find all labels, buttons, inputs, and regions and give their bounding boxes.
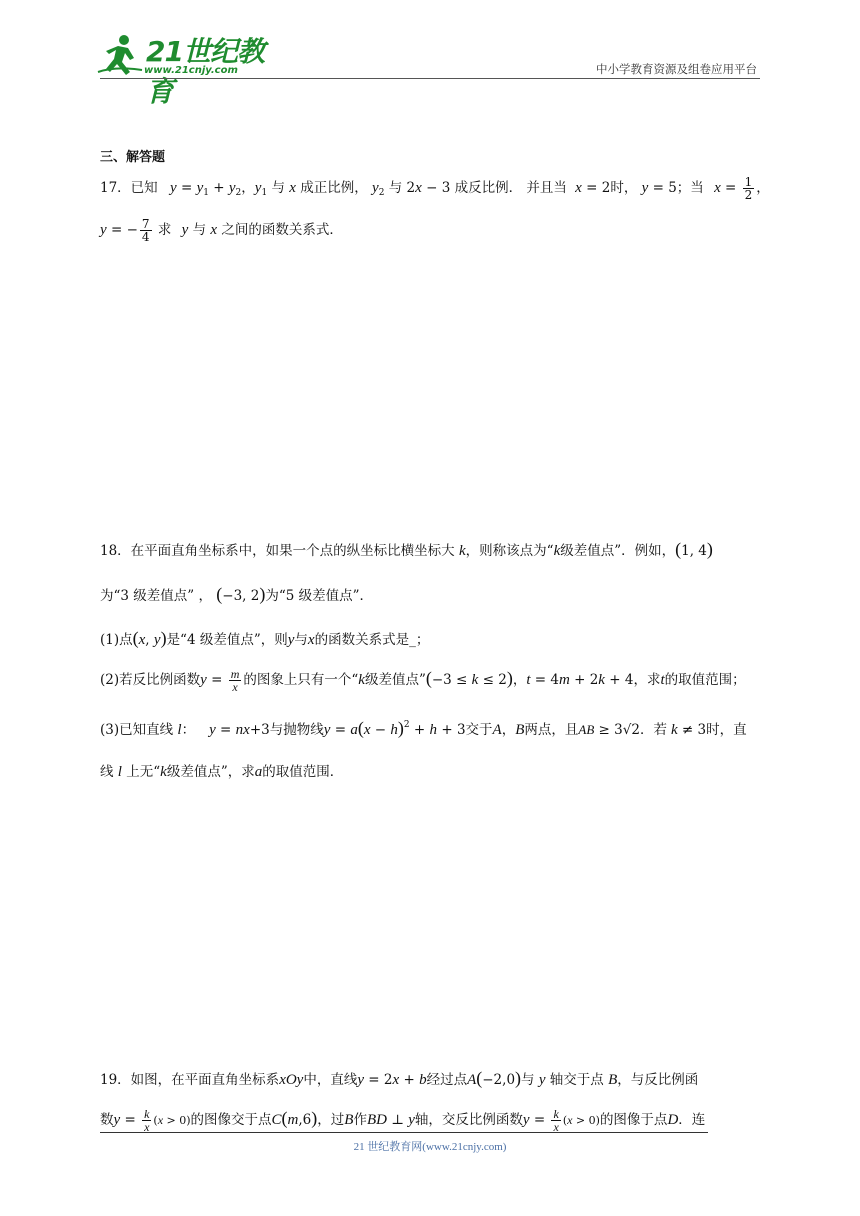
q19-line1d: 与 <box>521 1072 535 1088</box>
q19-line2g: ．连 <box>678 1112 706 1128</box>
section-title: 三、解答题 <box>100 150 166 165</box>
q19-line2f: 的图像于点 <box>599 1112 668 1128</box>
q18-part3-line2: 线 l 上无“k级差值点”，求a的取值范围． <box>100 764 344 780</box>
fraction: $\frac{1}{2}$ <box>744 175 753 202</box>
logo-brand-text: 21世纪教育 <box>146 35 264 108</box>
q19-line1a: 19．如图，在平面直角坐标系 <box>100 1072 280 1088</box>
q19-line2a: 数 <box>100 1112 114 1128</box>
q18-p3e: ．若 <box>639 722 667 738</box>
footer-divider <box>100 1132 708 1133</box>
q17-text-e: ；当 <box>676 180 704 196</box>
page-header <box>0 0 860 108</box>
q18-p3c: 交于 <box>465 722 493 738</box>
q18-p1b: 是“4 级差值点”，则 <box>166 632 288 648</box>
q18-p3g: 线 <box>100 764 114 780</box>
q18-p3a: (3)已知直线 <box>100 722 174 738</box>
logo-site-text: www.21cnjy.com <box>144 65 238 76</box>
q18-line1: 18．在平面直角坐标系中，如果一个点的纵坐标比横坐标大 k，则称该点为“k级差值点”．例如，(1, 4) <box>100 539 713 559</box>
logo <box>96 30 266 108</box>
q18-p2e: ，求 <box>633 672 661 688</box>
q18-part2: (2)若反比例函数y = $\frac{m}{x}$ 的图象上只有一个“k级差值点”(−3 ≤ k ≤ 2)，t = 4m + 2k + 4，求t的取值范围； <box>100 667 746 694</box>
q18-intro-c: 级差值点”．例如， <box>560 543 676 559</box>
q18-p2b: 的图象上只有一个“ <box>243 672 359 688</box>
q18-p3f: 时，直 <box>706 722 747 738</box>
q18-p3d: 两点，且 <box>524 722 579 738</box>
q19-line2: 数y = $\frac{k}{x}$ (x > 0)的图像交于点C(m,6)，过B作BD ⊥ y轴，交反比例函数y = $\frac{k}{x}$ (x > 0)的图像于点D．连 <box>100 1107 706 1134</box>
q17-line1: 17．已知 $y = y_1 + y_2$，$y_1$ 与 x 成正比例， $y_2$ 与 2x − 3 成反比例． 并且当 x = 2时， y = 5；当 x = $\frac{1}{2}$ ， <box>100 175 770 202</box>
q18-p2d: ， <box>512 672 527 688</box>
q19-line2c: ，过 <box>317 1112 345 1128</box>
q18-line2a: 为“3 级差值点” ， <box>100 588 212 604</box>
q18-p1c: 与 <box>294 632 308 648</box>
q18-intro-b: ，则称该点为“ <box>465 543 554 559</box>
q18-intro: 18．在平面直角坐标系中，如果一个点的纵坐标比横坐标大 <box>100 543 455 559</box>
q18-line2: 为“3 级差值点” ， (−3, 2)为“5 级差值点”． <box>100 584 374 604</box>
fraction: $\frac{k}{x}$ <box>553 1107 559 1134</box>
runner-logo-icon <box>96 32 146 78</box>
q18-p1a: (1)点 <box>100 632 133 648</box>
q17-line2: y = − $\frac{7}{4}$ 求 y 与 x 之间的函数关系式． <box>100 217 343 244</box>
fraction: $\frac{k}{x}$ <box>144 1107 150 1134</box>
footer-text: 21 世纪教育网(www.21cnjy.com) <box>353 1141 507 1153</box>
q18-p3h: 上无“ <box>126 764 161 780</box>
q19-line1f: ，与反比例函 <box>617 1072 699 1088</box>
q17-text-line2b: 之间的函数关系式． <box>221 222 343 238</box>
q19-line2e: 轴，交反比例函数 <box>414 1112 523 1128</box>
platform-name: 中小学教育资源及组卷应用平台 <box>596 62 757 76</box>
q19-line1e: 轴交于点 <box>549 1072 604 1088</box>
q17-text-b: 成正比例， <box>300 180 368 196</box>
q18-p2a: (2)若反比例函数 <box>100 672 201 688</box>
q17-text-d: 时， <box>610 180 638 196</box>
q19-line1b: 中，直线 <box>303 1072 358 1088</box>
q18-p1d: 的函数关系式是_； <box>314 632 430 648</box>
q19-line1: 19．如图，在平面直角坐标系xOy中，直线y = 2x + b经过点A(−2,0)与 y 轴交于点 B，与反比例函 <box>100 1068 699 1088</box>
q17-number: 17．已知 <box>100 180 158 196</box>
q18-p2f: 的取值范围； <box>664 672 746 688</box>
q19-line2b: 的图像交于点 <box>190 1112 272 1128</box>
q18-part3-line1: (3)已知直线 l： y = nx+3与抛物线$y = a(x - h)^2 + h + 3$交于A，B两点，且AB ≥ 3√2．若 k ≠ 3时，直 <box>100 718 747 738</box>
header-divider <box>100 78 760 79</box>
q19-line2d: 作 <box>353 1112 367 1128</box>
q18-p3i: 级差值点”，求 <box>166 764 255 780</box>
fraction: $\frac{m}{x}$ <box>230 667 240 694</box>
q17-text-line2a: 求 <box>157 222 172 238</box>
q18-p2c: 级差值点” <box>364 672 426 688</box>
fraction: $\frac{7}{4}$ <box>141 217 150 244</box>
q18-part1: (1)点(x, y)是“4 级差值点”，则y与x的函数关系式是_； <box>100 628 430 648</box>
q19-line1c: 经过点 <box>426 1072 468 1088</box>
q18-p3j: 的取值范围． <box>262 764 344 780</box>
q18-p3b: 与抛物线 <box>269 722 324 738</box>
q17-text-c: 成反比例． 并且当 <box>454 180 567 196</box>
q18-line2b: 为“5 级差值点”． <box>265 588 374 604</box>
